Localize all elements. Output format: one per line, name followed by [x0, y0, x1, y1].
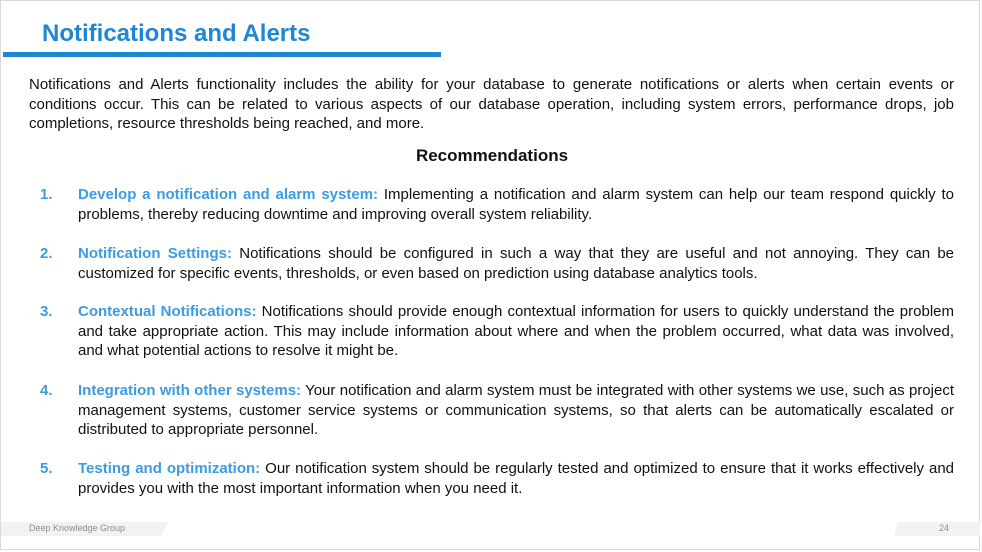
- recommendation-description: Implementing a notification and alarm system can help our team respond quickly to problems, thereby reducing downtime and improving overall system reliability.: [78, 186, 955, 223]
- page-number: 24: [939, 523, 950, 533]
- recommendation-description: Notifications should provide enough contextual information for users to quickly understand the problem and take appropriate action. This may include information about where and when the problem occurred, what data was involved, and what potential actions to resolve it might be.: [78, 303, 954, 359]
- recommendation-description: Our notification system should be regularly tested and optimized to ensure that it works effectively and provides you with the most important information when you need it.: [78, 460, 954, 497]
- recommendations-heading: Recommendations: [415, 146, 569, 165]
- recommendation-description: Your notification and alarm system must be integrated with other systems we use, such as project management systems, customer service systems or communication systems, so that alerts can be automatically escalated or distributed to appropriate personnel.: [78, 382, 954, 438]
- recommendation-body: [78, 459, 954, 498]
- recommendation-title: Notification Settings:: [78, 245, 232, 262]
- footer-company: Deep Knowledge Group: [29, 523, 126, 533]
- title-underline: [3, 52, 441, 57]
- recommendation-number: 3.: [40, 303, 53, 320]
- recommendation-title: Develop a notification and alarm system:: [78, 186, 379, 203]
- recommendation-number: 2.: [40, 245, 53, 262]
- slide-title: Notifications and Alerts: [42, 20, 311, 47]
- recommendation-body: [78, 244, 954, 283]
- recommendation-number: 5.: [40, 460, 53, 477]
- intro-paragraph: Notifications and Alerts functionality includes the ability for your database to generate notifications or alerts when certain events or conditions occur. This can be related to various aspects of our database operation, including system errors, performance drops, job completions, resource thresholds being reached, and more.: [29, 76, 954, 132]
- recommendation-title: Testing and optimization:: [78, 460, 261, 477]
- recommendation-title: Contextual Notifications:: [78, 303, 257, 320]
- footer-right-band: [894, 522, 980, 536]
- recommendation-number: 4.: [40, 382, 53, 399]
- recommendation-title: Integration with other systems:: [78, 382, 302, 399]
- recommendation-number: 1.: [40, 186, 53, 203]
- recommendation-description: Notifications should be configured in such a way that they are useful and not annoying. They can be customized for specific events, thresholds, or even based on prediction using database analytics tools.: [78, 245, 955, 282]
- recommendation-body: [78, 302, 954, 361]
- recommendation-body: [78, 381, 954, 440]
- recommendation-body: [78, 185, 954, 224]
